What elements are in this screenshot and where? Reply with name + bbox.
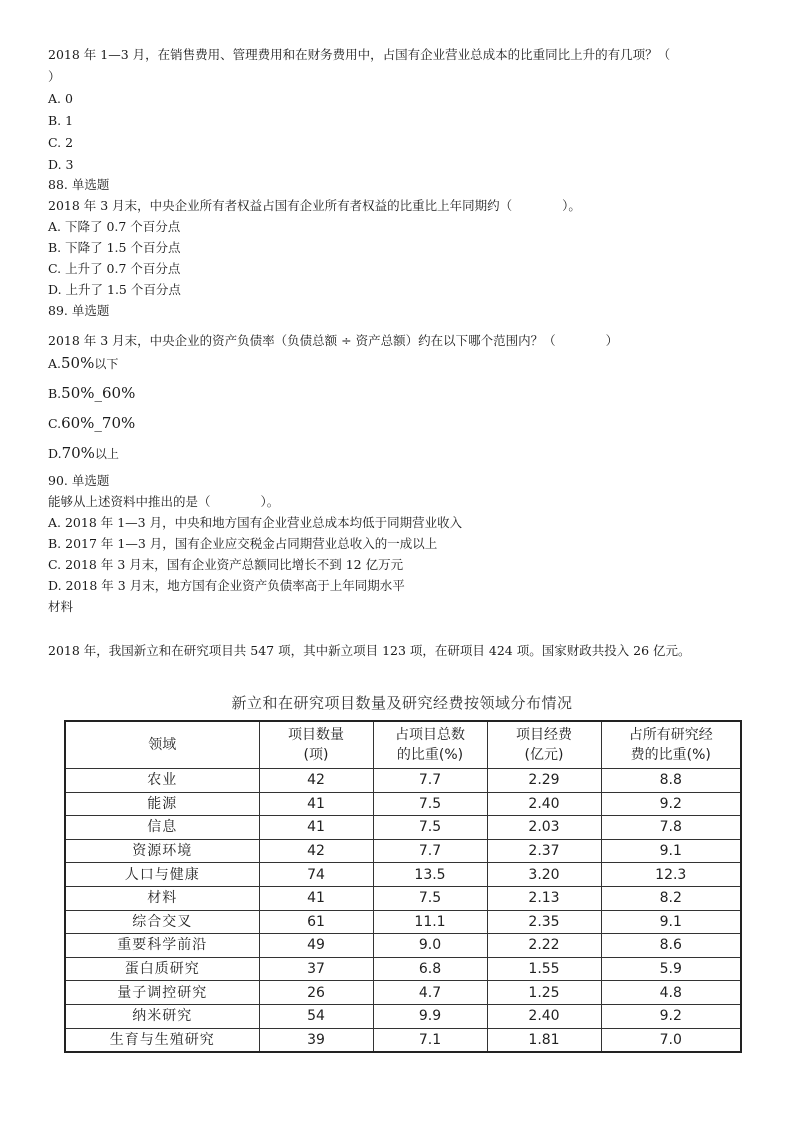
- q90-option-d: D. 2018 年 3 月末，地方国有企业资产负债率高于上年同期水平: [48, 578, 405, 593]
- cell-funding-share: 9.1: [601, 839, 741, 863]
- cell-count-share: 7.5: [373, 792, 487, 816]
- table-row: [65, 816, 741, 840]
- q88-stem: 2018 年 3 月末，中央企业所有者权益占国有企业所有者权益的比重比上年同期约（ ）。: [48, 198, 581, 213]
- header-line1: 领域: [148, 737, 177, 753]
- cell-count: 41: [259, 792, 373, 816]
- q89-option-a: [48, 354, 118, 373]
- cell-field: 蛋白质研究: [65, 957, 259, 981]
- cell-field: 量子调控研究: [65, 981, 259, 1005]
- table-row: [65, 1004, 741, 1028]
- q87-option-d: D. 3: [48, 157, 74, 172]
- cell-funding: 1.25: [487, 981, 601, 1005]
- cell-funding: 1.81: [487, 1028, 601, 1052]
- cell-funding: 2.13: [487, 886, 601, 910]
- option-suffix: 以上: [94, 447, 119, 461]
- header-line1: 项目经费: [516, 727, 572, 743]
- q88-option-b: B. 下降了 1.5 个百分点: [48, 240, 181, 255]
- cell-funding-share: 7.0: [601, 1028, 741, 1052]
- q87-stem-line2: ）: [48, 69, 61, 84]
- q89-stem: 2018 年 3 月末，中央企业的资产负债率（负债总额 ÷ 资产总额）约在以下哪个范围内？（ ）: [48, 333, 619, 348]
- table-title: 新立和在研究项目数量及研究经费按领域分布情况: [231, 694, 573, 712]
- option-letter: C.: [48, 416, 62, 431]
- research-table-figure: [64, 692, 740, 1053]
- table-row: [65, 910, 741, 934]
- cell-field: 综合交叉: [65, 910, 259, 934]
- option-value: 50%: [61, 354, 95, 372]
- header-line2: 的比重(%): [396, 747, 464, 763]
- q87-stem-line1: 2018 年 1—3 月，在销售费用、管理费用和在财务费用中，占国有企业营业总成本的比重同比上升的有几项？（: [48, 47, 671, 62]
- cell-count: 26: [259, 981, 373, 1005]
- option-value: 70%: [61, 444, 95, 462]
- cell-count-share: 7.7: [373, 769, 487, 793]
- cell-count-share: 11.1: [373, 910, 487, 934]
- cell-count-share: 7.5: [373, 816, 487, 840]
- cell-funding: 2.40: [487, 1004, 601, 1028]
- header-line2: 费的比重(%): [630, 747, 711, 763]
- cell-count: 42: [259, 769, 373, 793]
- q90-header: 90. 单选题: [48, 473, 110, 488]
- header-field: [65, 721, 259, 769]
- cell-field: 信息: [65, 816, 259, 840]
- cell-field: 重要科学前沿: [65, 934, 259, 958]
- cell-count: 74: [259, 863, 373, 887]
- research-table: [64, 720, 742, 1053]
- q90-option-b: B. 2017 年 1—3 月，国有企业应交税金占同期营业总收入的一成以上: [48, 536, 438, 551]
- table-row: [65, 769, 741, 793]
- q87-option-b: B. 1: [48, 113, 74, 128]
- cell-count: 61: [259, 910, 373, 934]
- header-funding-share: [601, 721, 741, 769]
- cell-funding: 2.35: [487, 910, 601, 934]
- cell-count: 54: [259, 1004, 373, 1028]
- header-line1: 占所有研究经: [628, 727, 713, 743]
- q90-stem: 能够从上述资料中推出的是（ ）。: [48, 494, 280, 509]
- cell-field: 农业: [65, 769, 259, 793]
- cell-field: 资源环境: [65, 839, 259, 863]
- cell-count-share: 7.5: [373, 886, 487, 910]
- cell-funding: 2.37: [487, 839, 601, 863]
- q88-option-c: C. 上升了 0.7 个百分点: [48, 261, 181, 276]
- material-label: 材料: [48, 599, 74, 614]
- cell-funding-share: 5.9: [601, 957, 741, 981]
- cell-funding: 2.40: [487, 792, 601, 816]
- cell-funding: 2.22: [487, 934, 601, 958]
- q87-option-c: C. 2: [48, 135, 74, 150]
- cell-funding-share: 12.3: [601, 863, 741, 887]
- cell-field: 材料: [65, 886, 259, 910]
- cell-funding: 2.03: [487, 816, 601, 840]
- cell-funding: 1.55: [487, 957, 601, 981]
- cell-funding-share: 9.2: [601, 1004, 741, 1028]
- q88-option-d: D. 上升了 1.5 个百分点: [48, 282, 181, 297]
- cell-funding-share: 8.8: [601, 769, 741, 793]
- table-row: [65, 957, 741, 981]
- cell-field: 生育与生殖研究: [65, 1028, 259, 1052]
- option-letter: D.: [48, 446, 62, 461]
- header-count: [259, 721, 373, 769]
- header-line2: (亿元): [524, 747, 564, 763]
- table-row: [65, 934, 741, 958]
- table-header-row: [65, 721, 741, 769]
- cell-count-share: 7.7: [373, 839, 487, 863]
- cell-count: 42: [259, 839, 373, 863]
- cell-count: 37: [259, 957, 373, 981]
- option-suffix: 以下: [94, 357, 119, 371]
- header-line1: 项目数量: [288, 727, 344, 743]
- cell-count: 49: [259, 934, 373, 958]
- q88-option-a: A. 下降了 0.7 个百分点: [48, 219, 181, 234]
- cell-funding-share: 9.2: [601, 792, 741, 816]
- cell-funding: 2.29: [487, 769, 601, 793]
- header-funding: [487, 721, 601, 769]
- q88-header: 88. 单选题: [48, 177, 110, 192]
- cell-count-share: 9.9: [373, 1004, 487, 1028]
- q90-option-a: A. 2018 年 1—3 月，中央和地方国有企业营业总成本均低于同期营业收入: [48, 515, 463, 530]
- header-line1: 占项目总数: [395, 727, 465, 743]
- option-value: 50%_60%: [61, 384, 136, 402]
- cell-count: 41: [259, 886, 373, 910]
- cell-funding-share: 4.8: [601, 981, 741, 1005]
- cell-funding-share: 8.6: [601, 934, 741, 958]
- cell-count-share: 9.0: [373, 934, 487, 958]
- q89-option-b: [48, 384, 135, 403]
- table-row: [65, 1028, 741, 1052]
- cell-funding: 3.20: [487, 863, 601, 887]
- table-row: [65, 886, 741, 910]
- table-row: [65, 792, 741, 816]
- header-line2: (项): [303, 747, 329, 763]
- cell-count-share: 6.8: [373, 957, 487, 981]
- table-row: [65, 839, 741, 863]
- table-body: [65, 769, 741, 1053]
- cell-funding-share: 7.8: [601, 816, 741, 840]
- table-row: [65, 981, 741, 1005]
- material-intro: 2018 年，我国新立和在研究项目共 547 项，其中新立项目 123 项，在研项目 424 项。国家财政共投入 26 亿元。: [48, 643, 691, 658]
- cell-count: 41: [259, 816, 373, 840]
- cell-count: 39: [259, 1028, 373, 1052]
- q89-option-d: [48, 444, 119, 463]
- q90-option-c: C. 2018 年 3 月末，国有企业资产总额同比增长不到 12 亿万元: [48, 557, 404, 572]
- cell-field: 人口与健康: [65, 863, 259, 887]
- cell-count-share: 13.5: [373, 863, 487, 887]
- cell-funding-share: 9.1: [601, 910, 741, 934]
- cell-field: 能源: [65, 792, 259, 816]
- table-row: [65, 863, 741, 887]
- cell-field: 纳米研究: [65, 1004, 259, 1028]
- option-letter: B.: [48, 386, 62, 401]
- q89-option-c: [48, 414, 135, 433]
- option-letter: A.: [48, 356, 62, 371]
- q87-option-a: A. 0: [48, 91, 73, 106]
- cell-count-share: 7.1: [373, 1028, 487, 1052]
- header-count-share: [373, 721, 487, 769]
- cell-count-share: 4.7: [373, 981, 487, 1005]
- q89-header: 89. 单选题: [48, 303, 110, 318]
- cell-funding-share: 8.2: [601, 886, 741, 910]
- option-value: 60%_70%: [61, 414, 136, 432]
